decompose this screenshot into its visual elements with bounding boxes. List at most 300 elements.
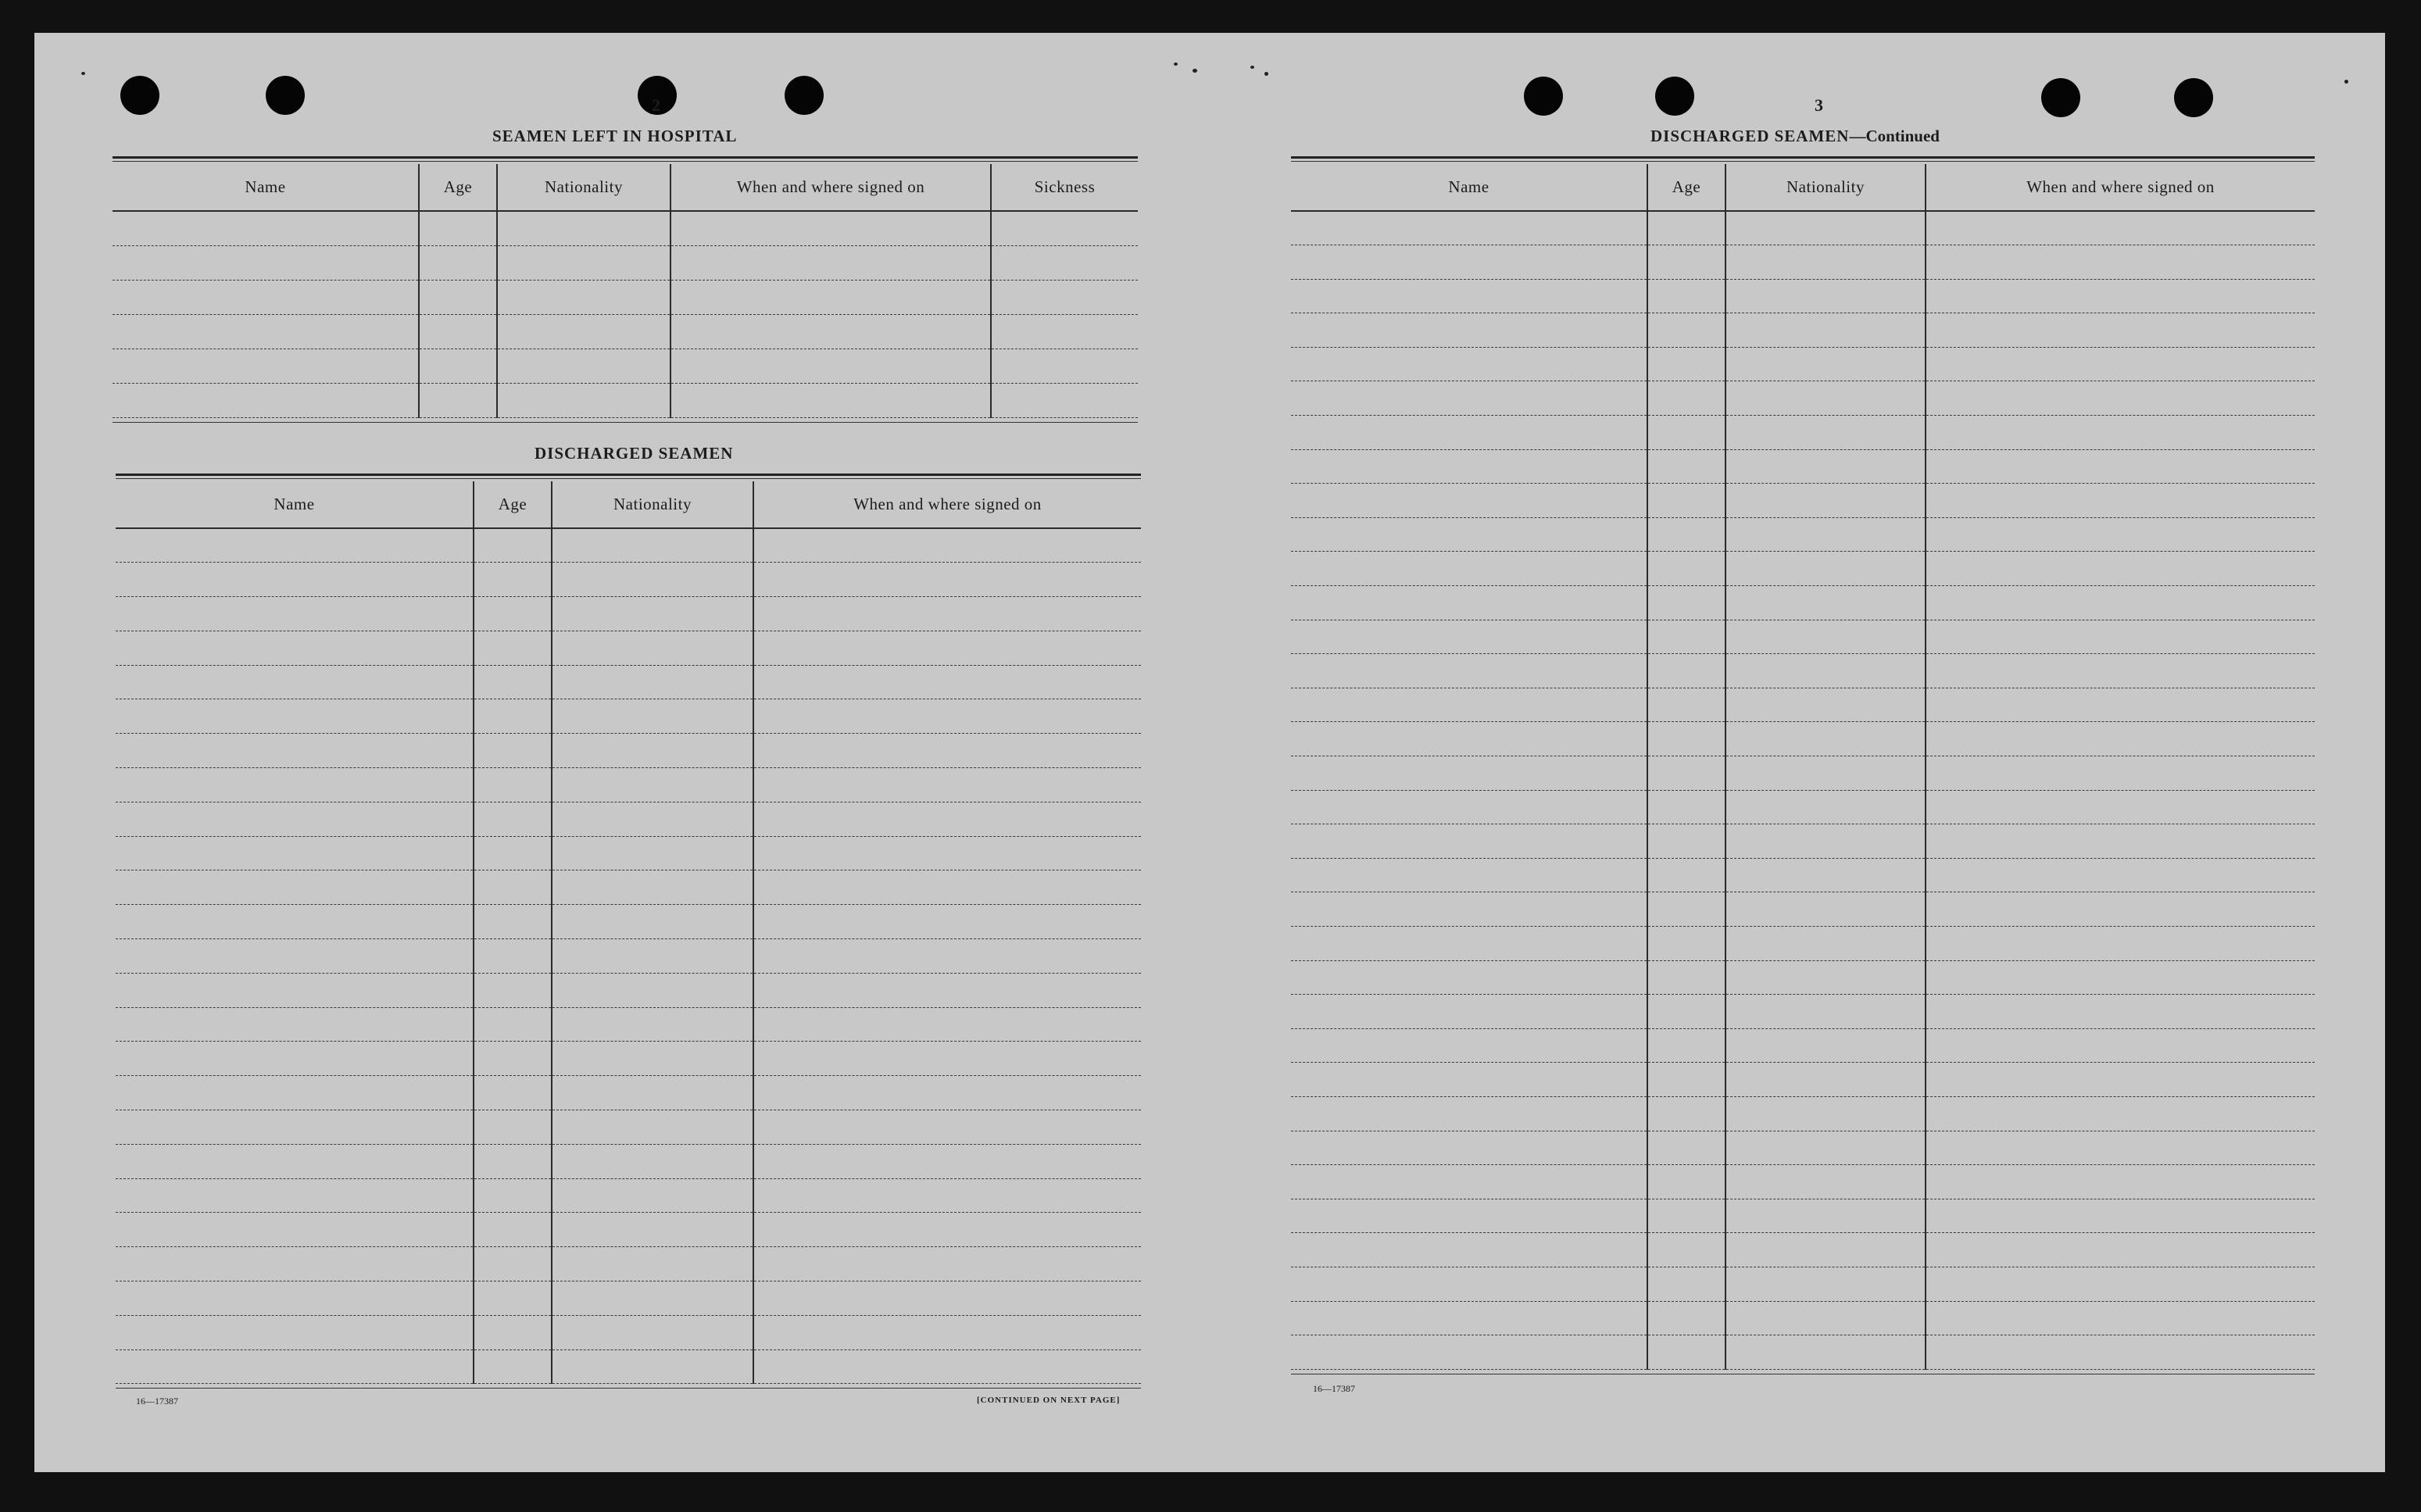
blank-cell	[1926, 620, 2315, 654]
blank-cell	[1926, 1335, 2315, 1370]
blank-cell	[552, 973, 753, 1007]
blank-cell	[474, 528, 552, 563]
blank-cell	[552, 1349, 753, 1384]
blank-cell	[1725, 722, 1926, 756]
blank-cell	[116, 1213, 474, 1247]
blank-cell	[1725, 824, 1926, 859]
blank-cell	[1291, 790, 1647, 824]
blank-cell	[1647, 517, 1725, 552]
blank-cell	[116, 1076, 474, 1110]
column-header-nationality: Nationality	[552, 481, 753, 528]
blank-cell	[753, 1144, 1141, 1178]
table-row	[116, 1144, 1141, 1178]
table-row	[1291, 620, 2315, 654]
blank-cell	[1725, 858, 1926, 892]
blank-cell	[552, 1110, 753, 1145]
blank-cell	[753, 870, 1141, 905]
blank-cell	[1926, 1301, 2315, 1335]
blank-cell	[497, 211, 671, 245]
table-row	[1291, 960, 2315, 995]
blank-cell	[497, 245, 671, 280]
table-row	[116, 802, 1141, 836]
blank-cell	[1291, 484, 1647, 518]
blank-cell	[1725, 484, 1926, 518]
blank-cell	[474, 939, 552, 974]
hospital-table	[113, 164, 1138, 418]
table-row	[113, 211, 1138, 245]
blank-cell	[552, 1281, 753, 1316]
blank-cell	[497, 349, 671, 383]
blank-cell	[1926, 1063, 2315, 1097]
blank-cell	[419, 314, 497, 349]
blank-cell	[474, 802, 552, 836]
blank-cell	[552, 1144, 753, 1178]
blank-cell	[474, 1315, 552, 1349]
blank-cell	[1291, 552, 1647, 586]
blank-cell	[753, 939, 1141, 974]
speck	[1250, 66, 1254, 69]
blank-cell	[1647, 1233, 1725, 1267]
table-row	[116, 1315, 1141, 1349]
blank-cell	[753, 597, 1141, 631]
blank-cell	[113, 349, 419, 383]
blank-cell	[116, 734, 474, 768]
column-header-name: Name	[1291, 164, 1647, 211]
blank-cell	[113, 280, 419, 314]
table-row	[1291, 381, 2315, 416]
blank-cell	[1725, 688, 1926, 722]
column-header-name: Name	[116, 481, 474, 528]
column-header-sickness: Sickness	[991, 164, 1138, 211]
blank-cell	[1725, 449, 1926, 484]
blank-cell	[116, 905, 474, 939]
blank-cell	[753, 1007, 1141, 1042]
table-row	[116, 768, 1141, 802]
blank-cell	[1647, 449, 1725, 484]
punch-hole	[266, 76, 305, 115]
hospital-bottom-rule	[113, 422, 1138, 423]
blank-cell	[1647, 347, 1725, 381]
table-row	[116, 1178, 1141, 1213]
speck	[1193, 69, 1197, 73]
blank-cell	[497, 314, 671, 349]
blank-cell	[552, 1213, 753, 1247]
blank-cell	[419, 245, 497, 280]
table-row	[116, 1076, 1141, 1110]
blank-cell	[116, 768, 474, 802]
blank-cell	[991, 383, 1138, 417]
table-row	[1291, 1233, 2315, 1267]
blank-cell	[1647, 245, 1725, 280]
blank-cell	[1725, 1028, 1926, 1063]
blank-cell	[991, 349, 1138, 383]
table-row	[1291, 347, 2315, 381]
blank-cell	[1291, 347, 1647, 381]
blank-cell	[753, 1076, 1141, 1110]
blank-cell	[552, 734, 753, 768]
blank-cell	[1725, 381, 1926, 416]
blank-cell	[1291, 1028, 1647, 1063]
blank-cell	[1291, 1301, 1647, 1335]
blank-cell	[116, 1349, 474, 1384]
blank-cell	[1725, 1165, 1926, 1199]
blank-cell	[1291, 313, 1647, 348]
blank-cell	[497, 280, 671, 314]
blank-cell	[116, 1110, 474, 1145]
blank-cell	[1647, 960, 1725, 995]
blank-cell	[474, 665, 552, 699]
column-header-signed-on: When and where signed on	[753, 481, 1141, 528]
blank-cell	[1647, 790, 1725, 824]
table-row	[1291, 279, 2315, 313]
blank-cell	[474, 1247, 552, 1281]
blank-cell	[474, 1178, 552, 1213]
table-row	[1291, 790, 2315, 824]
table-row	[116, 1213, 1141, 1247]
blank-cell	[474, 1076, 552, 1110]
table-row	[1291, 824, 2315, 859]
blank-cell	[116, 528, 474, 563]
blank-cell	[1926, 995, 2315, 1029]
blank-cell	[552, 768, 753, 802]
blank-cell	[1926, 654, 2315, 688]
blank-cell	[753, 1315, 1141, 1349]
blank-cell	[474, 699, 552, 734]
blank-cell	[753, 905, 1141, 939]
blank-cell	[991, 211, 1138, 245]
blank-cell	[552, 631, 753, 665]
blank-cell	[753, 734, 1141, 768]
hospital-top-rule	[113, 156, 1138, 159]
blank-cell	[1725, 960, 1926, 995]
blank-cell	[671, 245, 991, 280]
blank-cell	[1647, 1199, 1725, 1233]
table-row	[116, 905, 1141, 939]
blank-cell	[474, 631, 552, 665]
blank-cell	[1725, 347, 1926, 381]
blank-cell	[113, 245, 419, 280]
table-row	[116, 699, 1141, 734]
table-row	[1291, 245, 2315, 280]
blank-cell	[753, 1281, 1141, 1316]
blank-cell	[552, 1076, 753, 1110]
blank-cell	[552, 665, 753, 699]
blank-cell	[419, 349, 497, 383]
blank-cell	[1647, 858, 1725, 892]
blank-cell	[1926, 1267, 2315, 1301]
form-sheet	[34, 33, 2385, 1472]
blank-cell	[1291, 1131, 1647, 1165]
table-row	[1291, 1028, 2315, 1063]
blank-cell	[753, 665, 1141, 699]
blank-cell	[1725, 1267, 1926, 1301]
table-row	[1291, 858, 2315, 892]
blank-cell	[552, 836, 753, 870]
blank-cell	[497, 383, 671, 417]
speck	[1264, 72, 1268, 76]
blank-cell	[1291, 926, 1647, 960]
table-row	[116, 1007, 1141, 1042]
table-row	[1291, 1267, 2315, 1301]
blank-cell	[474, 1349, 552, 1384]
blank-cell	[1725, 1131, 1926, 1165]
table-row	[1291, 654, 2315, 688]
blank-cell	[1725, 1199, 1926, 1233]
blank-cell	[753, 528, 1141, 563]
blank-cell	[1647, 995, 1725, 1029]
blank-cell	[1291, 416, 1647, 450]
blank-cell	[1647, 722, 1725, 756]
blank-cell	[1291, 586, 1647, 620]
blank-cell	[671, 349, 991, 383]
blank-cell	[116, 631, 474, 665]
blank-cell	[1926, 688, 2315, 722]
discharged-table	[116, 481, 1141, 1384]
blank-cell	[1725, 892, 1926, 927]
blank-cell	[419, 383, 497, 417]
blank-cell	[1647, 1267, 1725, 1301]
blank-cell	[116, 802, 474, 836]
blank-cell	[113, 314, 419, 349]
blank-cell	[1291, 654, 1647, 688]
blank-cell	[1926, 484, 2315, 518]
blank-cell	[419, 211, 497, 245]
blank-cell	[1291, 245, 1647, 280]
blank-cell	[1291, 722, 1647, 756]
blank-cell	[753, 1213, 1141, 1247]
table-row	[1291, 449, 2315, 484]
table-row	[1291, 517, 2315, 552]
continued-top-rule	[1291, 156, 2315, 159]
blank-cell	[1926, 381, 2315, 416]
blank-cell	[671, 314, 991, 349]
table-row	[1291, 313, 2315, 348]
table-row	[116, 631, 1141, 665]
table-row	[1291, 552, 2315, 586]
discharged-top-rule-thin	[116, 478, 1141, 479]
page-number: 3	[1815, 95, 1823, 115]
table-row	[116, 836, 1141, 870]
column-header-age: Age	[1647, 164, 1725, 211]
blank-cell	[474, 1042, 552, 1076]
blank-cell	[1926, 790, 2315, 824]
blank-cell	[116, 836, 474, 870]
blank-cell	[116, 1007, 474, 1042]
table-row	[116, 563, 1141, 597]
blank-cell	[1725, 1301, 1926, 1335]
blank-cell	[1647, 552, 1725, 586]
blank-cell	[1291, 1335, 1647, 1370]
blank-cell	[1926, 756, 2315, 791]
blank-cell	[552, 597, 753, 631]
blank-cell	[474, 1281, 552, 1316]
column-header-nationality: Nationality	[1725, 164, 1926, 211]
blank-cell	[116, 1315, 474, 1349]
table-row	[1291, 1199, 2315, 1233]
blank-cell	[116, 1178, 474, 1213]
blank-cell	[116, 597, 474, 631]
blank-cell	[1647, 484, 1725, 518]
table-row	[1291, 1063, 2315, 1097]
blank-cell	[474, 768, 552, 802]
blank-cell	[753, 1178, 1141, 1213]
blank-cell	[1291, 1267, 1647, 1301]
blank-cell	[1926, 313, 2315, 348]
hospital-top-rule-thin	[113, 161, 1138, 162]
blank-cell	[474, 836, 552, 870]
blank-cell	[474, 1144, 552, 1178]
blank-cell	[1647, 620, 1725, 654]
blank-cell	[474, 1110, 552, 1145]
blank-cell	[1926, 722, 2315, 756]
discharged-section-title: DISCHARGED SEAMEN	[535, 444, 734, 463]
blank-cell	[1926, 1028, 2315, 1063]
blank-cell	[1291, 1096, 1647, 1131]
table-row	[1291, 484, 2315, 518]
blank-cell	[116, 1042, 474, 1076]
table-row	[113, 280, 1138, 314]
blank-cell	[116, 1247, 474, 1281]
table-row	[116, 1281, 1141, 1316]
table-row	[116, 528, 1141, 563]
blank-cell	[474, 597, 552, 631]
blank-cell	[1647, 756, 1725, 791]
blank-cell	[753, 1110, 1141, 1145]
blank-cell	[474, 870, 552, 905]
blank-cell	[1725, 1096, 1926, 1131]
blank-cell	[1926, 1233, 2315, 1267]
blank-cell	[1725, 790, 1926, 824]
discharged-top-rule	[116, 474, 1141, 476]
blank-cell	[753, 699, 1141, 734]
column-header-age: Age	[474, 481, 552, 528]
blank-cell	[1926, 552, 2315, 586]
continued-note: [CONTINUED ON NEXT PAGE]	[977, 1396, 1121, 1405]
blank-cell	[552, 870, 753, 905]
blank-cell	[1926, 926, 2315, 960]
blank-cell	[1647, 1028, 1725, 1063]
blank-cell	[753, 836, 1141, 870]
blank-cell	[1926, 416, 2315, 450]
continued-top-rule-thin	[1291, 161, 2315, 162]
blank-cell	[1647, 279, 1725, 313]
blank-cell	[1291, 279, 1647, 313]
blank-cell	[1725, 995, 1926, 1029]
blank-cell	[552, 1178, 753, 1213]
blank-cell	[1725, 416, 1926, 450]
blank-cell	[1647, 1165, 1725, 1199]
blank-cell	[1647, 688, 1725, 722]
blank-cell	[1647, 313, 1725, 348]
blank-cell	[116, 699, 474, 734]
blank-cell	[116, 973, 474, 1007]
blank-cell	[1291, 1233, 1647, 1267]
page-number: 2	[652, 95, 660, 115]
blank-cell	[1291, 1199, 1647, 1233]
blank-cell	[753, 1042, 1141, 1076]
blank-cell	[1926, 449, 2315, 484]
blank-cell	[1291, 995, 1647, 1029]
blank-cell	[1725, 211, 1926, 245]
table-row	[1291, 1131, 2315, 1165]
blank-cell	[1926, 1165, 2315, 1199]
table-row	[116, 1042, 1141, 1076]
blank-cell	[1291, 858, 1647, 892]
blank-cell	[552, 802, 753, 836]
blank-cell	[1647, 926, 1725, 960]
blank-cell	[552, 699, 753, 734]
blank-cell	[113, 383, 419, 417]
blank-cell	[1926, 858, 2315, 892]
blank-cell	[1647, 1096, 1725, 1131]
blank-cell	[1926, 960, 2315, 995]
blank-cell	[474, 1213, 552, 1247]
blank-cell	[1926, 1199, 2315, 1233]
form-code: 16—17387	[1313, 1383, 1355, 1394]
blank-cell	[1291, 1165, 1647, 1199]
blank-cell	[1647, 1063, 1725, 1097]
blank-cell	[671, 383, 991, 417]
blank-cell	[1725, 756, 1926, 791]
blank-cell	[1291, 688, 1647, 722]
blank-cell	[671, 211, 991, 245]
blank-cell	[753, 1247, 1141, 1281]
form-code: 16—17387	[136, 1396, 178, 1407]
table-row	[1291, 586, 2315, 620]
table-row	[116, 665, 1141, 699]
blank-cell	[1725, 620, 1926, 654]
table-row	[1291, 1165, 2315, 1199]
punch-hole	[2041, 78, 2080, 117]
hospital-section-title: SEAMEN LEFT IN HOSPITAL	[492, 127, 738, 145]
blank-cell	[552, 905, 753, 939]
blank-cell	[991, 245, 1138, 280]
blank-cell	[1647, 892, 1725, 927]
blank-cell	[552, 1315, 753, 1349]
table-row	[113, 314, 1138, 349]
blank-cell	[552, 1247, 753, 1281]
blank-cell	[1291, 381, 1647, 416]
blank-cell	[1291, 756, 1647, 791]
blank-cell	[1926, 245, 2315, 280]
punch-hole	[785, 76, 824, 115]
blank-cell	[552, 939, 753, 974]
column-header-signed-on: When and where signed on	[1926, 164, 2315, 211]
blank-cell	[474, 973, 552, 1007]
table-row	[1291, 1096, 2315, 1131]
blank-cell	[1926, 1096, 2315, 1131]
blank-cell	[1725, 552, 1926, 586]
table-row	[116, 939, 1141, 974]
table-row	[1291, 416, 2315, 450]
blank-cell	[991, 314, 1138, 349]
title-suffix: —Continued	[1849, 127, 1940, 145]
table-row	[1291, 722, 2315, 756]
blank-cell	[552, 1007, 753, 1042]
speck	[1174, 63, 1178, 66]
table-row	[1291, 211, 2315, 245]
blank-cell	[552, 528, 753, 563]
punch-hole	[2174, 78, 2213, 117]
blank-cell	[116, 939, 474, 974]
title-main: DISCHARGED SEAMEN	[1650, 127, 1850, 145]
discharged-continued-table	[1291, 164, 2315, 1370]
table-row	[1291, 995, 2315, 1029]
blank-cell	[1926, 211, 2315, 245]
blank-cell	[1291, 892, 1647, 927]
blank-cell	[474, 563, 552, 597]
blank-cell	[1926, 517, 2315, 552]
